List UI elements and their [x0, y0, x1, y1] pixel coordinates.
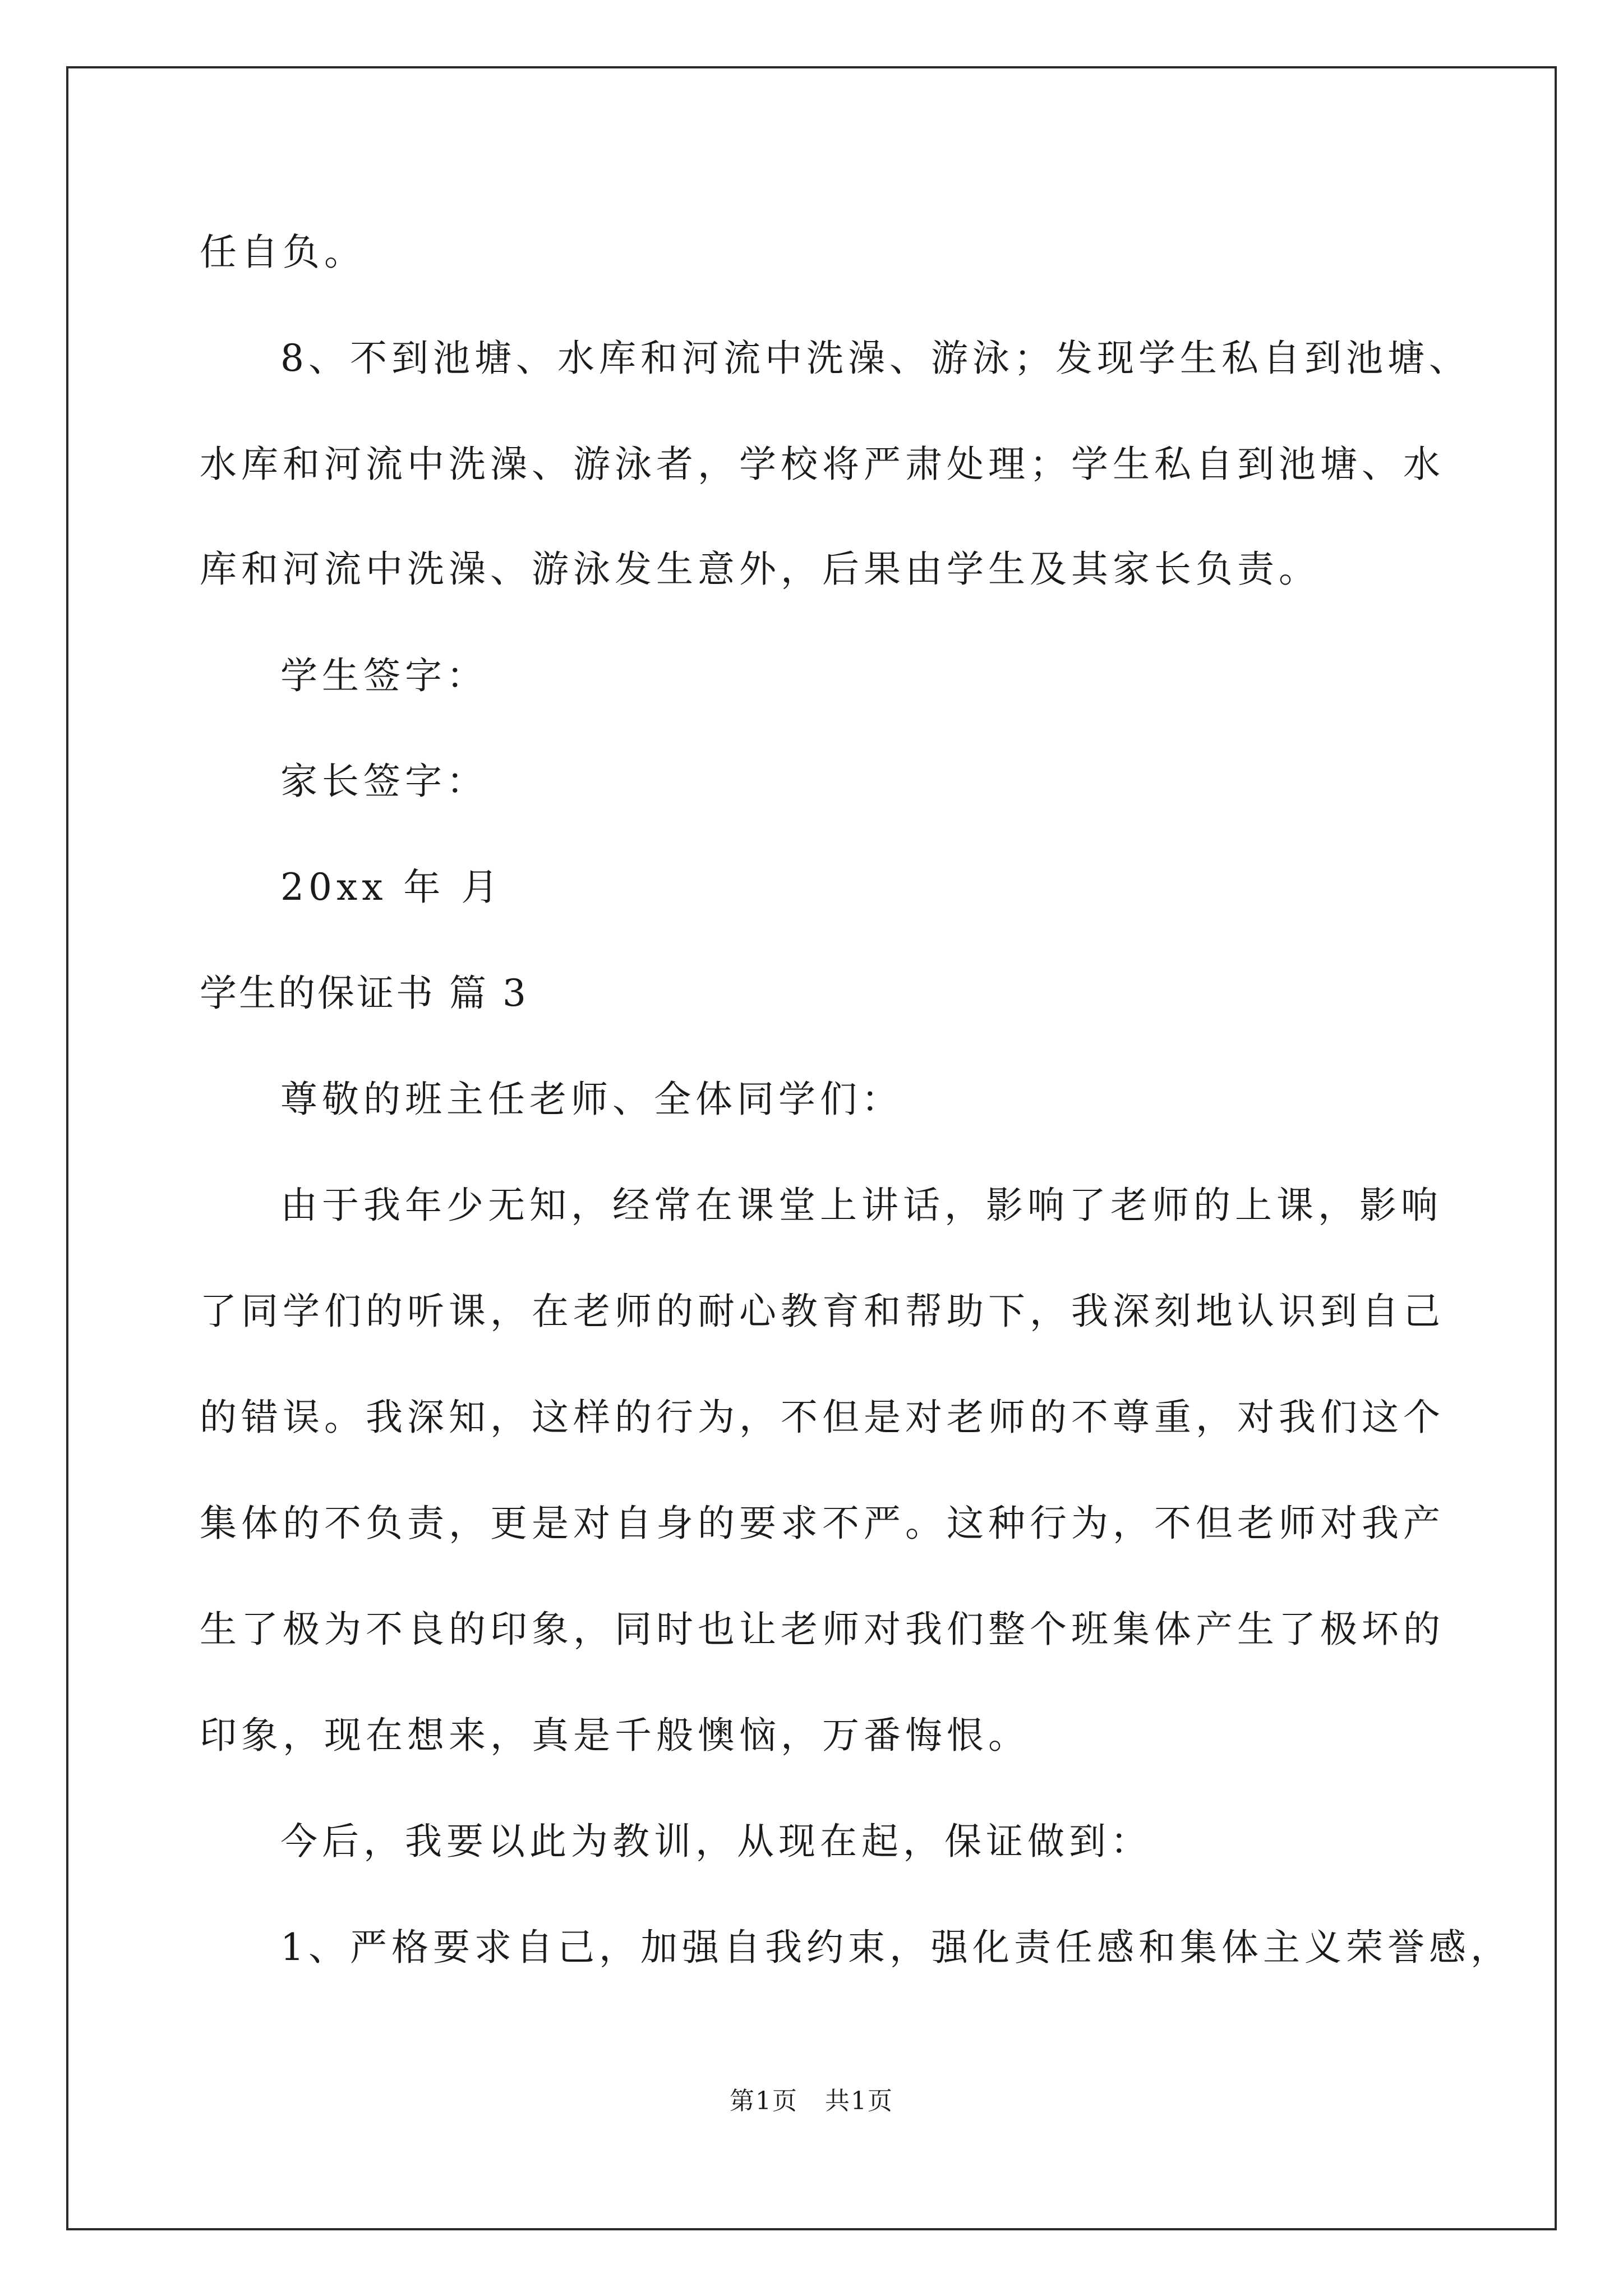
- paragraph-line: 尊敬的班主任老师、全体同学们：: [280, 1078, 903, 1121]
- paragraph-line: 今后，我要以此为教训，从现在起，保证做到：: [280, 1820, 1152, 1863]
- paragraph-line: 水库和河流中洗澡、游泳者，学校将严肃处理；学生私自到池塘、水: [200, 443, 1445, 486]
- paragraph-line: 的错误。我深知，这样的行为，不但是对老师的不尊重，对我们这个: [200, 1396, 1445, 1439]
- paragraph-line: 任自负。: [200, 231, 366, 274]
- paragraph-line: 印象，现在想来，真是千般懊恼，万番悔恨。: [200, 1714, 1030, 1757]
- paragraph-line: 家长签字：: [280, 760, 488, 803]
- paragraph-line: 集体的不负责，更是对自身的要求不严。这种行为，不但老师对我产: [200, 1502, 1445, 1545]
- page-border: [66, 66, 1557, 2230]
- paragraph-line: 库和河流中洗澡、游泳发生意外，后果由学生及其家长负责。: [200, 547, 1320, 591]
- paragraph-line: 1、严格要求自己，加强自我约束，强化责任感和集体主义荣誉感，: [280, 1926, 1512, 1969]
- paragraph-line: 了同学们的听课，在老师的耐心教育和帮助下，我深刻地认识到自己: [200, 1290, 1445, 1333]
- paragraph-line: 8、不到池塘、水库和河流中洗澡、游泳；发现学生私自到池塘、: [280, 337, 1470, 380]
- paragraph-line: 学生签字：: [280, 654, 488, 697]
- paragraph-line: 生了极为不良的印象，同时也让老师对我们整个班集体产生了极坏的: [200, 1608, 1445, 1651]
- page-footer: 第1页 共1页: [730, 2087, 893, 2115]
- section-heading: 学生的保证书 篇 3: [200, 972, 528, 1015]
- paragraph-line: 20xx 年 月: [280, 866, 503, 909]
- paragraph-line: 由于我年少无知，经常在课堂上讲话，影响了老师的上课，影响: [280, 1184, 1442, 1227]
